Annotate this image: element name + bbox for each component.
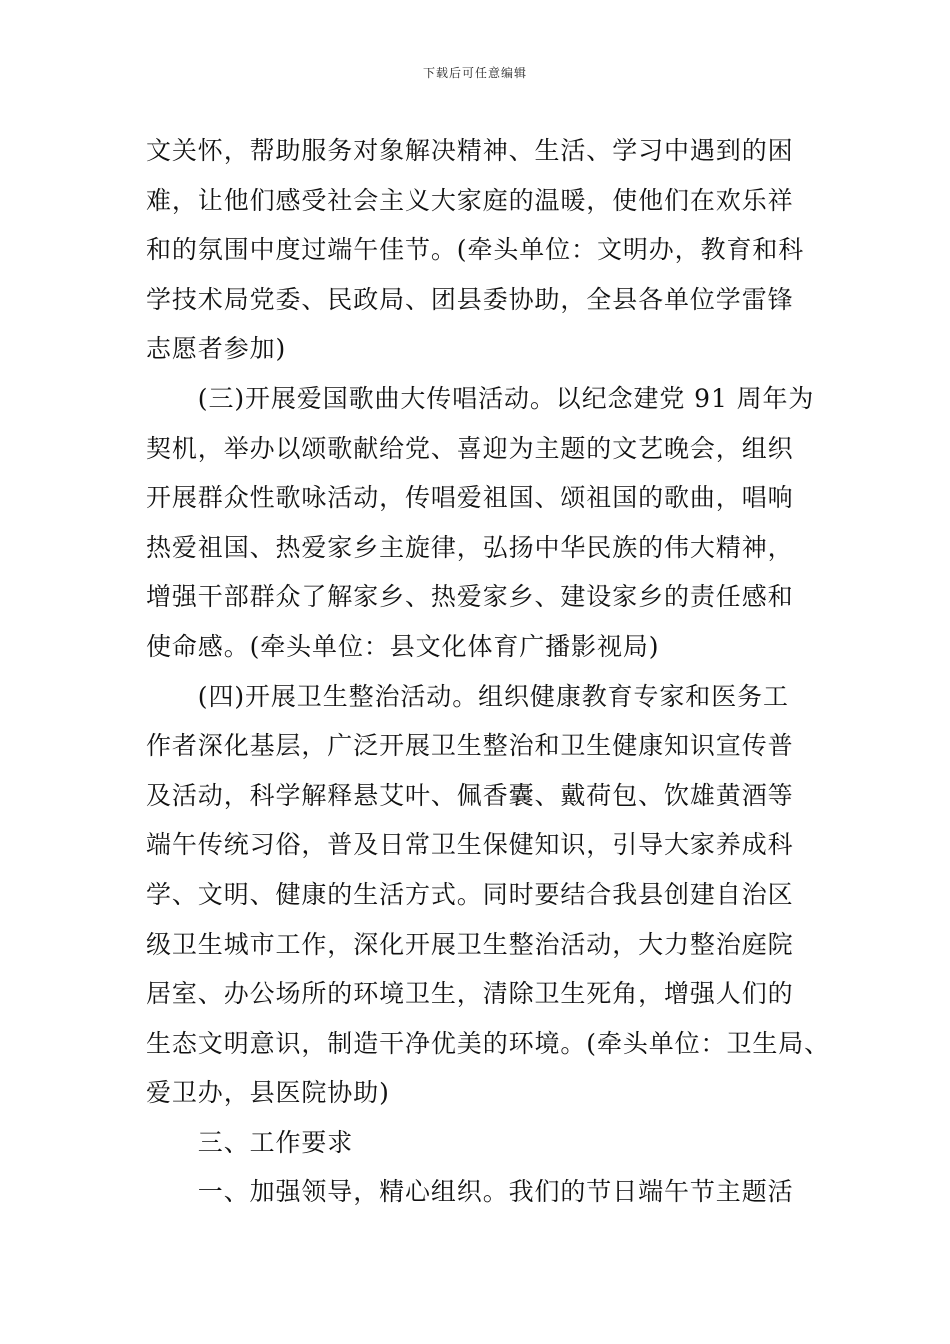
text-line: 志愿者参加) — [146, 334, 287, 364]
text-line: 难，让他们感受社会主义大家庭的温暖，使他们在欢乐祥 — [146, 185, 794, 215]
text-line: 居室、办公场所的环境卫生，清除卫生死角，增强人们的 — [146, 979, 794, 1009]
section-heading: 三、工作要求 — [146, 1127, 354, 1157]
text-line: 学技术局党委、民政局、团县委协助，全县各单位学雷锋 — [146, 284, 794, 314]
text-line: 文关怀，帮助服务对象解决精神、生活、学习中遇到的困 — [146, 136, 794, 165]
text-line: (四)开展卫生整治活动。组织健康教育专家和医务工 — [146, 681, 789, 711]
text-line: 和的氛围中度过端午佳节。(牵头单位：文明办，教育和科 — [146, 235, 805, 265]
text-line: 学、文明、健康的生活方式。同时要结合我县创建自治区 — [146, 879, 794, 909]
text-line: 及活动，科学解释悬艾叶、佩香囊、戴荷包、饮雄黄酒等 — [146, 780, 794, 810]
text-line: 使命感。(牵头单位：县文化体育广播影视局) — [146, 631, 660, 661]
text-line: 爱卫办，县医院协助) — [146, 1078, 390, 1108]
document-body — [146, 126, 831, 1217]
text-line: 级卫生城市工作，深化开展卫生整治活动，大力整治庭院 — [146, 929, 794, 959]
text-line: 一、加强领导，精心组织。我们的节日端午节主题活 — [146, 1177, 794, 1207]
text-line: 生态文明意识，制造干净优美的环境。(牵头单位：卫生局、 — [146, 1028, 831, 1058]
text-line: 端午传统习俗，普及日常卫生保健知识，引导大家养成科 — [146, 830, 794, 860]
text-line: 开展群众性歌咏活动，传唱爱祖国、颂祖国的歌曲，唱响 — [146, 483, 794, 513]
text-line: 作者深化基层，广泛开展卫生整治和卫生健康知识宣传普 — [146, 731, 794, 761]
text-line: 热爱祖国、热爱家乡主旋律，弘扬中华民族的伟大精神， — [146, 532, 794, 562]
text-line: 契机，举办以颂歌献给党、喜迎为主题的文艺晚会，组织 — [146, 433, 794, 463]
text-line: 增强干部群众了解家乡、热爱家乡、建设家乡的责任感和 — [146, 582, 794, 612]
page-header: 下载后可任意编辑 — [422, 66, 527, 80]
text-line: (三)开展爱国歌曲大传唱活动。以纪念建党 91 周年为 — [146, 383, 815, 413]
